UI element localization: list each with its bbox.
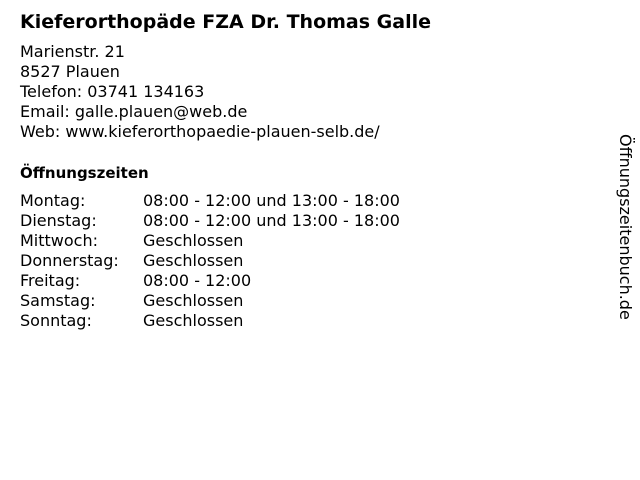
address-block <box>20 42 600 142</box>
website-line: Web: www.kieferorthopaedie-plauen-selb.de/ <box>20 122 380 141</box>
hours-row-friday <box>20 271 600 291</box>
phone-line: Telefon: 03741 134163 <box>20 82 205 101</box>
hours-row-sunday <box>20 311 600 331</box>
site-brand-text: Öffnungszeitenbuch.de <box>616 134 635 320</box>
hours-time: 08:00 - 12:00 und 13:00 - 18:00 <box>143 191 400 210</box>
hours-day: Dienstag: <box>20 211 97 230</box>
hours-time: 08:00 - 12:00 <box>143 271 252 290</box>
hours-time: Geschlossen <box>143 251 244 270</box>
hours-time: 08:00 - 12:00 und 13:00 - 18:00 <box>143 211 400 230</box>
hours-time: Geschlossen <box>143 311 244 330</box>
hours-time: Geschlossen <box>143 291 244 310</box>
hours-row-tuesday <box>20 211 600 231</box>
business-name: Kieferorthopäde FZA Dr. Thomas Galle <box>20 11 432 33</box>
hours-row-wednesday <box>20 231 600 251</box>
hours-day: Samstag: <box>20 291 96 310</box>
hours-day: Donnerstag: <box>20 251 119 270</box>
street-address: Marienstr. 21 <box>20 42 125 61</box>
opening-hours-heading: Öffnungszeiten <box>20 164 149 182</box>
opening-hours-table <box>20 191 600 331</box>
hours-day: Montag: <box>20 191 86 210</box>
hours-row-saturday <box>20 291 600 311</box>
hours-day: Sonntag: <box>20 311 92 330</box>
city-address: 8527 Plauen <box>20 62 120 81</box>
hours-row-monday <box>20 191 600 211</box>
hours-day: Freitag: <box>20 271 81 290</box>
business-card <box>20 10 600 331</box>
hours-time: Geschlossen <box>143 231 244 250</box>
email-line: Email: galle.plauen@web.de <box>20 102 248 121</box>
hours-day: Mittwoch: <box>20 231 98 250</box>
site-brand-watermark <box>614 134 638 364</box>
hours-row-thursday <box>20 251 600 271</box>
